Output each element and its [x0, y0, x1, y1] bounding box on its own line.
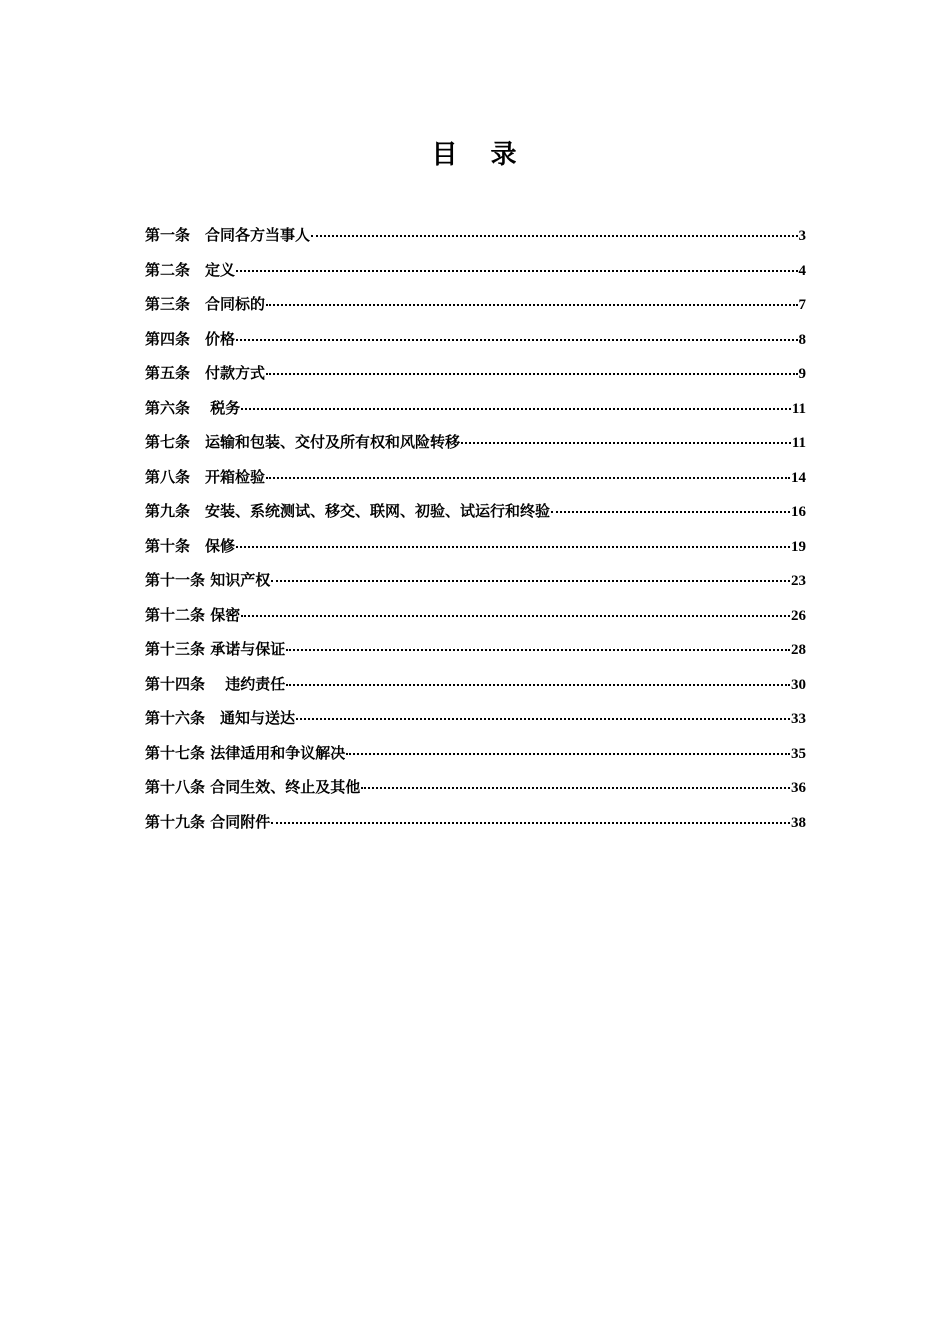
toc-dot-leader	[271, 822, 790, 824]
toc-entry-label: 第十三条 承诺与保证	[145, 640, 286, 658]
toc-dot-leader	[236, 546, 790, 548]
toc-entry[interactable]	[145, 224, 806, 259]
toc-entry[interactable]	[145, 811, 806, 846]
toc-entry-label: 第十一条 知识产权	[145, 571, 271, 589]
toc-entry-label: 第二条 定义	[145, 260, 236, 279]
toc-entry-page: 3	[798, 228, 806, 244]
toc-entry-page: 38	[791, 814, 806, 831]
toc-dot-leader	[361, 787, 790, 789]
toc-entry[interactable]	[145, 742, 806, 777]
toc-entry-label: 第五条 付款方式	[145, 364, 266, 382]
toc-entry-label: 第十二条 保密	[145, 605, 241, 624]
toc-entry-label: 第四条 价格	[145, 329, 236, 348]
toc-entry-page: 19	[791, 538, 806, 555]
toc-dot-leader	[461, 442, 791, 444]
toc-entry[interactable]	[145, 604, 806, 639]
toc-dot-leader	[296, 718, 790, 720]
toc-entry[interactable]	[145, 466, 806, 501]
toc-dot-leader	[286, 684, 790, 686]
toc-entry[interactable]	[145, 328, 806, 363]
toc-dot-leader	[311, 235, 797, 237]
toc-entry[interactable]	[145, 500, 806, 535]
toc-dot-leader	[266, 373, 797, 375]
toc-entry-label: 第十四条 违约责任	[145, 674, 286, 693]
toc-dot-leader	[346, 753, 790, 755]
toc-entry-label: 第三条 合同标的	[145, 295, 266, 313]
toc-entry[interactable]	[145, 776, 806, 811]
toc-entry-page: 33	[791, 711, 806, 727]
toc-entry[interactable]	[145, 362, 806, 397]
toc-entry-label: 第八条 开箱检验	[145, 467, 266, 486]
toc-entry-label: 第十八条 合同生效、终止及其他	[145, 778, 361, 796]
toc-dot-leader	[271, 580, 790, 582]
toc-entry-page: 14	[791, 469, 806, 486]
toc-entry-page: 8	[798, 331, 806, 348]
toc-entry-page: 16	[791, 504, 806, 520]
toc-dot-leader	[286, 649, 790, 651]
toc-entry[interactable]	[145, 569, 806, 604]
toc-entry[interactable]	[145, 638, 806, 673]
toc-entry-page: 23	[791, 573, 806, 589]
toc-entry-page: 28	[791, 642, 806, 658]
toc-entry-page: 35	[791, 745, 806, 762]
toc-dot-leader	[241, 615, 790, 617]
toc-dot-leader	[236, 339, 797, 341]
toc-entry[interactable]	[145, 259, 806, 294]
toc-entry-page: 26	[791, 607, 806, 624]
toc-entry-label: 第十九条 合同附件	[145, 812, 271, 831]
toc-entry-label: 第九条 安装、系统测试、移交、联网、初验、试运行和终验	[145, 502, 551, 520]
toc-entry-page: 30	[791, 676, 806, 693]
toc-dot-leader	[236, 270, 797, 272]
toc-entry-page: 9	[798, 366, 806, 382]
toc-dot-leader	[266, 304, 797, 306]
toc-entry-label: 第十七条 法律适用和争议解决	[145, 743, 346, 762]
toc-entry-page: 4	[798, 262, 806, 279]
toc-dot-leader	[551, 511, 790, 513]
toc-dot-leader	[241, 408, 791, 410]
toc-entry-label: 第七条 运输和包装、交付及所有权和风险转移	[145, 433, 461, 451]
toc-entry-label: 第十条 保修	[145, 536, 236, 555]
toc-entry-page: 36	[791, 780, 806, 796]
toc-entry-page: 11	[791, 435, 806, 451]
toc-title: 目 录	[431, 140, 529, 170]
toc-entry[interactable]	[145, 293, 806, 328]
toc-entry-page: 7	[798, 297, 806, 313]
toc-entry-label: 第一条 合同各方当事人	[145, 226, 311, 244]
toc-entry-label: 第十六条 通知与送达	[145, 709, 296, 727]
toc-dot-leader	[266, 477, 790, 479]
toc-entry[interactable]	[145, 431, 806, 466]
toc-entry[interactable]	[145, 535, 806, 570]
toc-list	[145, 224, 806, 845]
toc-entry[interactable]	[145, 397, 806, 432]
toc-entry-label: 第六条 税务	[145, 398, 241, 417]
toc-entry[interactable]	[145, 707, 806, 742]
toc-entry[interactable]	[145, 673, 806, 708]
toc-entry-page: 11	[791, 400, 806, 417]
